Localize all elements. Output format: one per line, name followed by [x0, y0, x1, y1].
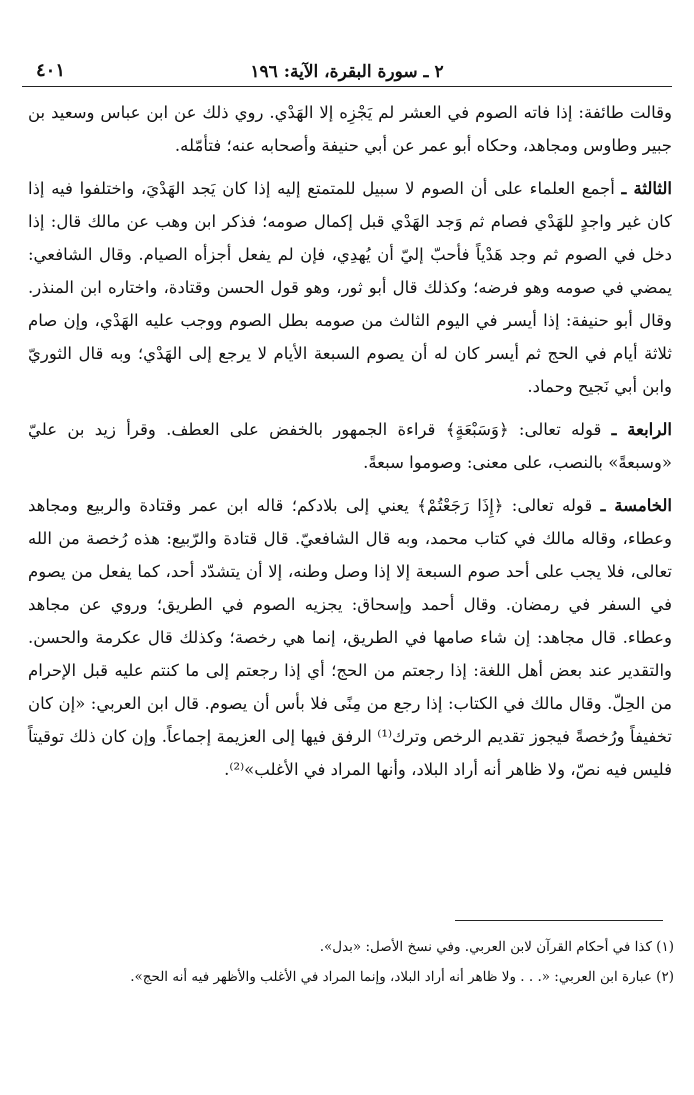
section-keyword: الرابعة ـ	[611, 420, 672, 439]
running-title: ٢ ـ سورة البقرة، الآية: ١٩٦	[250, 62, 444, 82]
paragraph-text: قوله تعالى: ﴿إِذَا رَجَعْتُمْ﴾ يعني إلى بلادكم؛ قاله ابن عمر وقتادة والربيع ومجاهد وعطاء، وقاله مالك في كتاب محمد، وبه قال الشافعيّ. قال قتادة والرّبيع: هذه رُخصة من الله تعالى، فلا يجب على أحد صوم السبعة إلا إذا وصل وطنه، إلا أن يتشدّد أحد، كما يفعل من يصوم في السفر في رمضان. وقال أحمد وإسحاق: يجزيه الصوم في الطريق؛ وروي عن مجاهد وعطاء. قال مجاهد: إن شاء صامها في الطريق، إنما هي رخصة؛ وكذلك قال عكرمة والحسن. والتقدير عند بعض أهل اللغة: إذا رجعتم من الحج؛ أي إذا رجعتم إلى ما كنتم عليه قبل الإحرام من الحِلّ. وقال مالك في الكتاب: إذا رجع من مِنًى فلا بأس أن يصوم. قال ابن العربي: «إن كان تخفيفاً ورُخصةً فيجوز تقديم الرخص وترك⁽¹⁾ الرفق فيها إلى العزيمة إجماعاً. وإن كان ذلك توقيتاً فليس فيه نصّ، ولا ظاهر أنه أراد البلاد، وأنها المراد في الأغلب»⁽²⁾.	[28, 496, 673, 779]
paragraph-text: وقالت طائفة: إذا فاته الصوم في العشر لم يَجْزِه إلا الهَدْي. روي ذلك عن ابن عباس وسعيد بن جبير وطاوس ومجاهد، وحكاه أبو عمر عن أبي حنيفة وأصحابه عنه؛ فتأمّله.	[28, 103, 672, 155]
paragraph-text: أجمع العلماء على أن الصوم لا سبيل للمتمتع إليه إذا كان يَجد الهَدْيَ، واختلفوا فيه إذا كان غير واجدٍ للهَدْي فصام ثم وَجد الهَدْي قبل إكمال صومه؛ فذكر ابن وهب عن مالك قال: إذا دخل في الصوم ثم وجد هَدْياً فأحبّ إليّ أن يُهدِي، فإن لم يفعل أجزأه الصيام. وقال الشافعي: يمضي في صومه وهو فرضه؛ وكذلك قال أبو ثور، وهو قول الحسن وقتادة، واختاره ابن المنذر. وقال أبو حنيفة: إذا أيسر في اليوم الثالث من صومه بطل الصوم ووجب عليه الهَدْي، وإن صام ثلاثة أيام في الحج ثم أيسر كان له أن يصوم السبعة الأيام لا يرجع إلى الهَدْي؛ وبه قال الثوريّ وابن أبي نَجيح وحماد.	[28, 179, 672, 396]
paragraph-fourth	[28, 413, 672, 479]
section-keyword: الخامسة ـ	[600, 496, 672, 515]
paragraph-continuation	[28, 96, 672, 162]
footnotes	[24, 932, 674, 992]
paragraph-third	[28, 172, 672, 403]
page-number: ٤٠١	[36, 60, 66, 81]
page-header	[22, 58, 672, 87]
footnote-1: (١) كذا في أحكام القرآن لابن العربي. وفي نسخ الأصل: «بدل».	[319, 939, 674, 955]
section-keyword: الثالثة ـ	[621, 179, 672, 198]
footnote-separator	[455, 920, 663, 921]
paragraph-text: قوله تعالى: ﴿وَسَبْعَةٍ﴾ قراءة الجمهور بالخفض على العطف. وقرأ زيد بن عليّ «وسبعةً» بالنصب، على معنى: وصوموا سبعةً.	[28, 420, 672, 472]
paragraph-fifth	[28, 489, 672, 786]
footnote-2: (٢) عبارة ابن العربي: «. . . ولا ظاهر أنه أراد البلاد، وإنما المراد في الأغلب والأظهر فيه أنه الحج».	[130, 969, 674, 985]
main-text	[28, 96, 672, 796]
